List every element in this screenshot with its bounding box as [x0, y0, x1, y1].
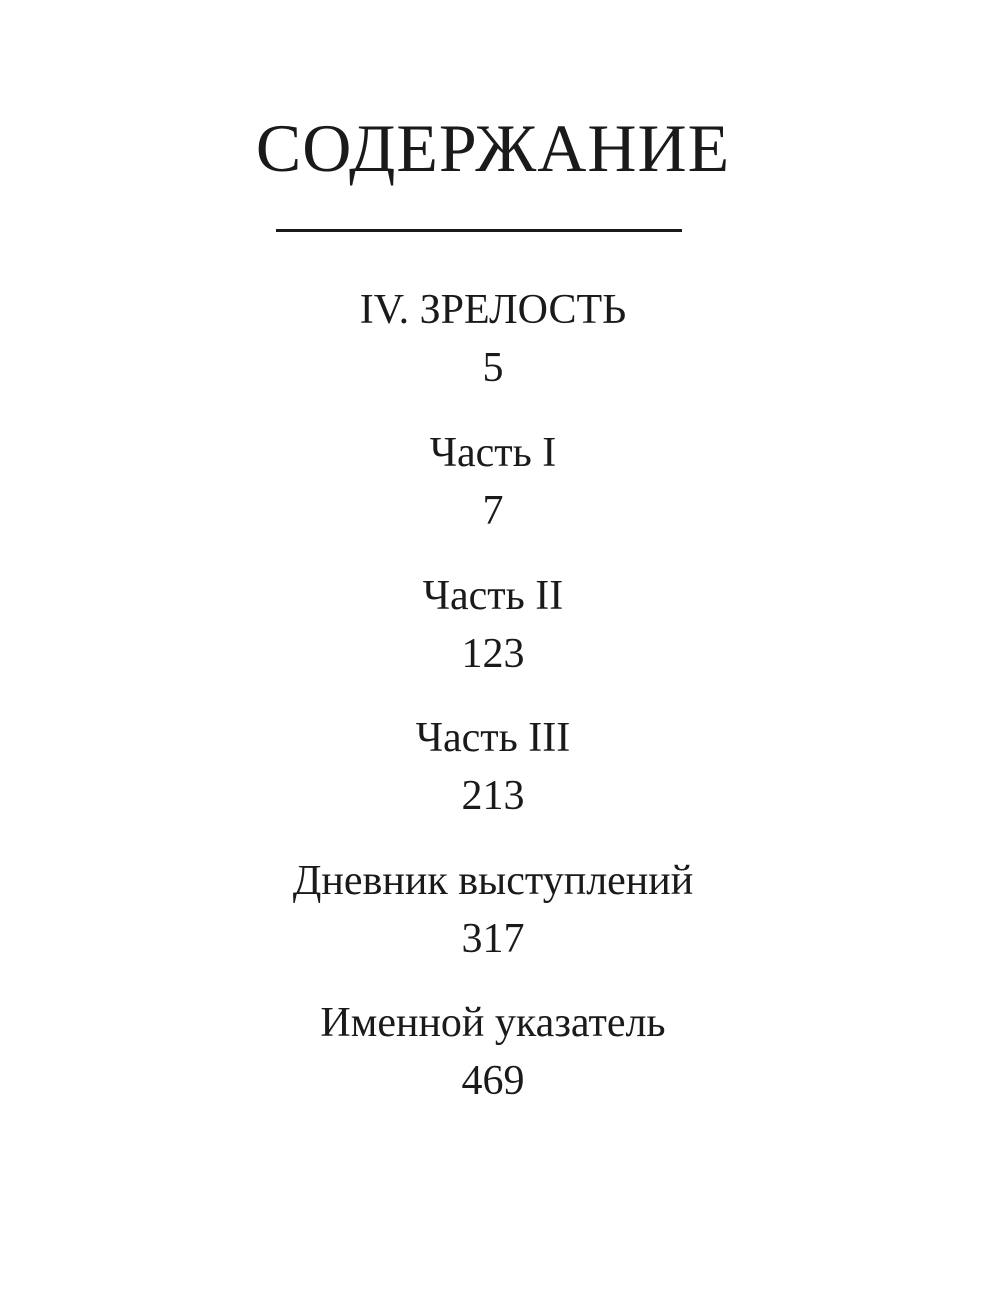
- toc-entry-name-index: [0, 997, 986, 1107]
- toc-entry-page-number: 317: [461, 916, 525, 962]
- title-divider: [276, 229, 682, 232]
- toc-entry-part-iv: [0, 284, 986, 394]
- toc-entry-part-3: [0, 712, 986, 822]
- toc-entry-page-number: 123: [461, 631, 525, 677]
- toc-entry-label: Часть III: [415, 715, 571, 761]
- toc-entry-label: Часть I: [429, 430, 557, 476]
- toc-entry-part-2: [0, 570, 986, 680]
- toc-entry-label: Часть II: [422, 573, 564, 619]
- page-title: СОДЕРЖАНИЕ: [255, 110, 731, 186]
- toc-entry-label: Именной указатель: [320, 1000, 666, 1046]
- toc-entry-page-number: 5: [482, 345, 504, 391]
- toc-entry-performance-diary: [0, 855, 986, 965]
- toc-entry-page-number: 213: [461, 773, 525, 819]
- toc-entry-label: IV. ЗРЕЛОСТЬ: [359, 287, 627, 333]
- toc-entry-page-number: 469: [461, 1058, 525, 1104]
- toc-entry-label: Дневник выступлений: [292, 858, 694, 904]
- toc-entry-part-1: [0, 427, 986, 537]
- toc-entry-page-number: 7: [482, 488, 504, 534]
